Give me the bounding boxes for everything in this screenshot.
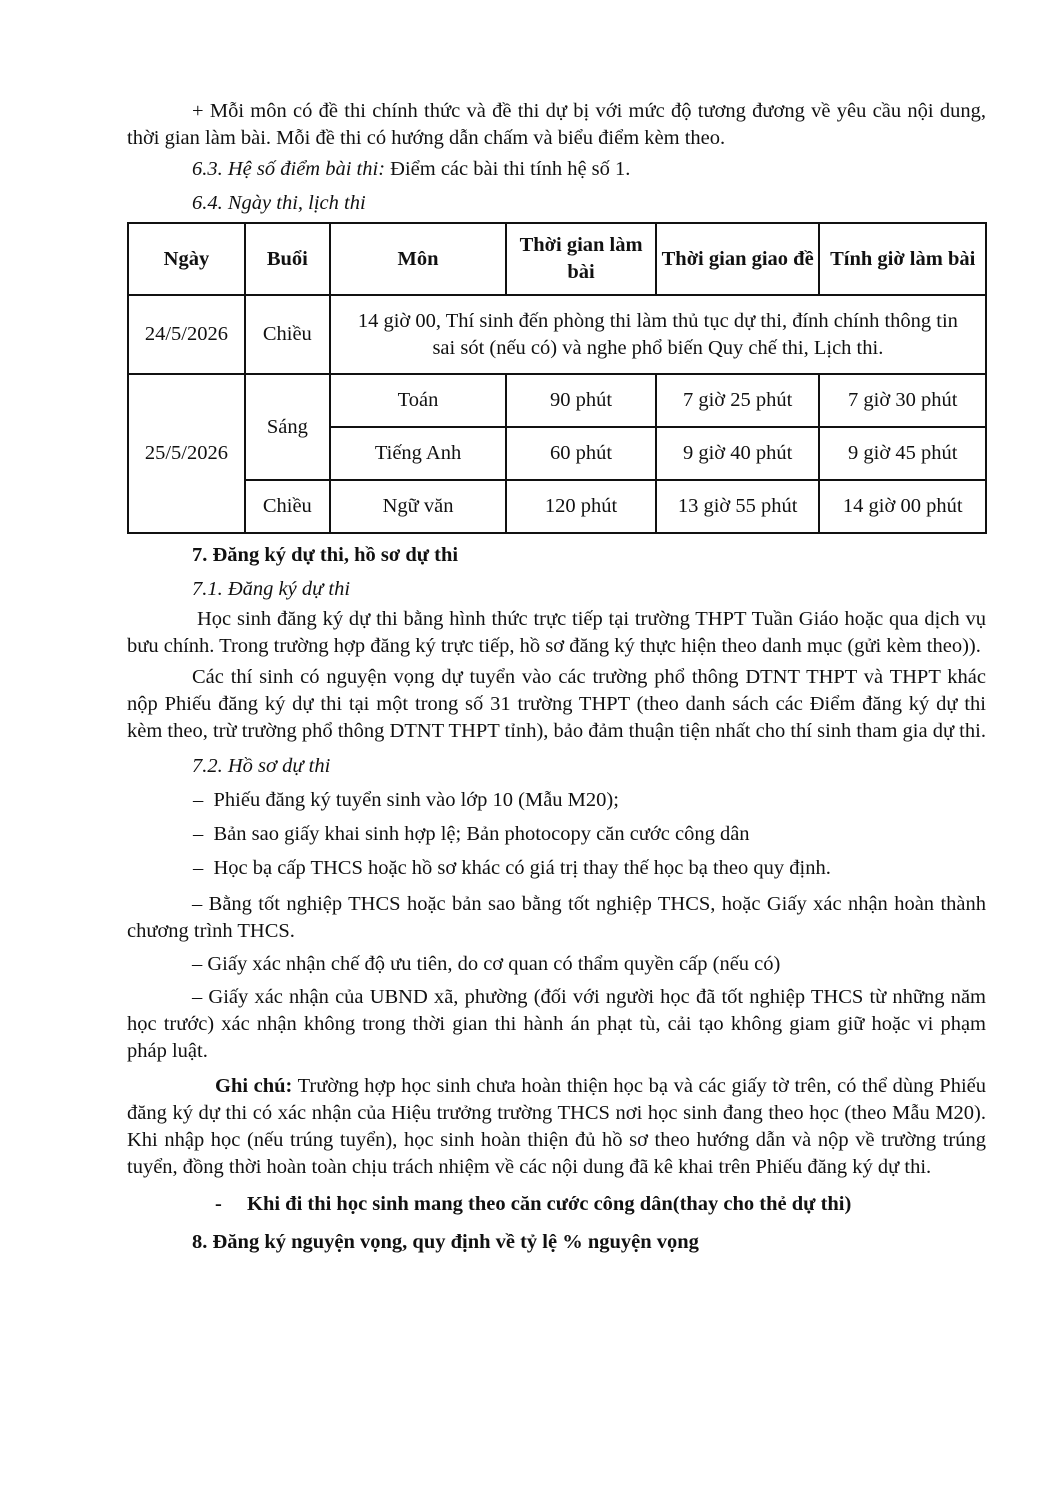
duration-cell: 120 phút xyxy=(506,480,656,533)
day1-session: Chiều xyxy=(245,295,330,374)
section-7-2-label-text: 7.2. Hồ sơ dự thi xyxy=(192,755,331,777)
subject-cell: Tiếng Anh xyxy=(330,427,507,480)
exam-schedule-table xyxy=(127,222,987,534)
document-item: – Giấy xác nhận chế độ ưu tiên, do cơ quan có thẩm quyền cấp (nếu có) xyxy=(192,953,781,975)
handout-cell: 9 giờ 40 phút xyxy=(656,427,820,480)
note-paragraph xyxy=(127,1073,986,1181)
note-text: Trường hợp học sinh chưa hoàn thiện học bạ và các giấy tờ trên, có thể dùng Phiếu đăng ký dự thi có xác nhận của Hiệu trưởng trường THCS nơi học sinh đang theo học (theo Mẫu M20). Khi nhập học (nếu trúng tuyển), học sinh hoàn thiện đủ hồ sơ theo hướng dẫn và nộp về trường trúng tuyển, đồng thời hoàn toàn chịu trách nhiệm về các nội dung đã kê khai trên Phiếu đăng ký dự thi. xyxy=(127,1075,986,1178)
section-7-2-label xyxy=(127,749,986,783)
header-handout-time: Thời gian giao đề xyxy=(656,223,820,295)
dash-marker: – xyxy=(193,857,204,879)
section-8-title: 8. Đăng ký nguyện vọng, quy định về tỷ lệ % nguyện vọng xyxy=(192,1231,699,1253)
subject-cell: Toán xyxy=(330,374,507,427)
dash-marker: – xyxy=(193,823,204,845)
day1-date: 24/5/2026 xyxy=(128,295,245,374)
header-start-time: Tính giờ làm bài xyxy=(819,223,986,295)
registration-paragraph-1: Học sinh đăng ký dự thi bằng hình thức trực tiếp tại trường THPT Tuần Giáo hoặc qua dịch vụ bưu chính. Trong trường hợp đăng ký trực tiếp, hồ sơ đăng ký thực hiện theo danh mục (gửi kèm theo)). xyxy=(127,608,986,657)
section-6-3 xyxy=(127,152,986,186)
document-item: – Giấy xác nhận của UBND xã, phường (đối với người học đã tốt nghiệp THCS từ những năm học trước) xác nhận không trong thời gian thi hành án phạt tù, cải tạo không giam giữ hoặc vi phạm pháp luật. xyxy=(127,986,986,1062)
section-7-1-label xyxy=(127,572,986,606)
document-item-text: Phiếu đăng ký tuyển sinh vào lớp 10 (Mẫu M20); xyxy=(213,789,619,811)
document-item xyxy=(127,817,986,851)
handout-cell: 13 giờ 55 phút xyxy=(656,480,820,533)
table-row xyxy=(128,295,986,374)
header-date: Ngày xyxy=(128,223,245,295)
header-subject: Môn xyxy=(330,223,507,295)
section-6-3-text: Điểm các bài thi tính hệ số 1. xyxy=(385,158,631,180)
id-reminder xyxy=(127,1187,986,1221)
day2-morning-session: Sáng xyxy=(245,374,330,480)
start-cell: 7 giờ 30 phút xyxy=(819,374,986,427)
document-item xyxy=(127,851,986,885)
id-reminder-text: Khi đi thi học sinh mang theo căn cước công dân(thay cho thẻ dự thi) xyxy=(247,1193,852,1215)
dash-marker: - xyxy=(215,1193,222,1215)
table-row xyxy=(128,374,986,427)
section-7-title: 7. Đăng ký dự thi, hồ sơ dự thi xyxy=(192,544,459,566)
handout-cell: 7 giờ 25 phút xyxy=(656,374,820,427)
document-item xyxy=(127,783,986,817)
section-6-4 xyxy=(127,186,986,220)
section-6-3-label: 6.3. Hệ số điểm bài thi: xyxy=(192,158,386,180)
registration-paragraph-2: Các thí sinh có nguyện vọng dự tuyển vào các trường phổ thông DTNT THPT và THPT khác nộp Phiếu đăng ký dự thi tại một trong số 31 trường THPT (theo danh sách các Điểm đăng ký dự thi kèm theo, trừ trường phổ thông DTNT THPT tỉnh), bảo đảm thuận tiện nhất cho thí sinh tham gia dự thi. xyxy=(127,666,986,742)
section-6-4-label: 6.4. Ngày thi, lịch thi xyxy=(192,192,366,214)
document-page xyxy=(127,98,986,1259)
start-cell: 9 giờ 45 phút xyxy=(819,427,986,480)
dash-marker: – xyxy=(193,789,204,811)
note-label: Ghi chú: xyxy=(215,1075,293,1097)
header-duration: Thời gian làm bài xyxy=(506,223,656,295)
start-cell: 14 giờ 00 phút xyxy=(819,480,986,533)
duration-cell: 60 phút xyxy=(506,427,656,480)
exam-paper-paragraph: + Mỗi môn có đề thi chính thức và đề thi dự bị với mức độ tương đương về yêu cầu nội dung, thời gian làm bài. Mỗi đề thi có hướng dẫn chấm và biểu điểm kèm theo. xyxy=(127,100,986,149)
day2-afternoon-session: Chiều xyxy=(245,480,330,533)
document-item-text: Học bạ cấp THCS hoặc hồ sơ khác có giá trị thay thế học bạ theo quy định. xyxy=(213,857,831,879)
document-item: – Bằng tốt nghiệp THCS hoặc bản sao bằng tốt nghiệp THCS, hoặc Giấy xác nhận hoàn thành chương trình THCS. xyxy=(127,893,986,942)
document-item-text: Bản sao giấy khai sinh hợp lệ; Bản photocopy căn cước công dân xyxy=(213,823,750,845)
duration-cell: 90 phút xyxy=(506,374,656,427)
header-session: Buổi xyxy=(245,223,330,295)
table-header-row xyxy=(128,223,986,295)
day1-notice: 14 giờ 00, Thí sinh đến phòng thi làm thủ tục dự thi, đính chính thông tin sai sót (nếu có) và nghe phổ biến Quy chế thi, Lịch thi. xyxy=(330,295,986,374)
day2-date: 25/5/2026 xyxy=(128,374,245,533)
table-row xyxy=(128,480,986,533)
subject-cell: Ngữ văn xyxy=(330,480,507,533)
section-7-1-label-text: 7.1. Đăng ký dự thi xyxy=(192,578,351,600)
